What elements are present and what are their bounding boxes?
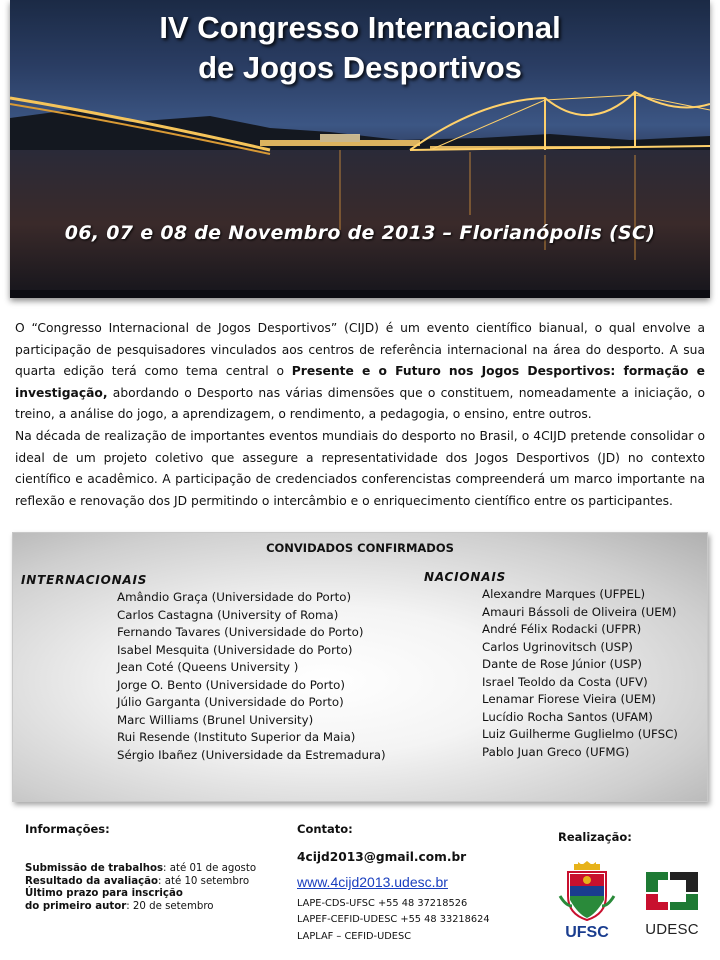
guest-item: Jean Coté (Queens University ) — [117, 660, 299, 674]
deadline-result-value: : até 10 setembro — [158, 875, 250, 887]
website-link[interactable]: www.4cijd2013.udesc.br — [297, 874, 448, 890]
ufsc-logo-text: UFSC — [565, 924, 609, 941]
deadline-submission-value: : até 01 de agosto — [163, 863, 257, 874]
intro-paragraph-2: Na década de realização de importantes eventos mundiais do desporto no Brasil, o 4CIJD pretende consolidar o ideal de um projeto coletivo que assegure a representatividade dos Jogos Desportivos (JD) no contexto científico e acadêmico. A participação de credenciados conferencistas compreenderá um marco importante na reflexão e renovação dos JD permitindo o intercâmbio e o enriquecimento científico entre os participantes. — [15, 428, 705, 508]
guest-item: Sérgio Ibañez (Universidade da Estremadura) — [117, 747, 386, 762]
national-heading: NACIONAIS — [424, 570, 507, 584]
guest-item: André Félix Rodacki (UFPR) — [482, 622, 642, 636]
guest-item: Marc Williams (Brunel University) — [117, 712, 314, 727]
guests-title: CONVIDADOS CONFIRMADOS — [266, 541, 454, 555]
intro-text — [15, 318, 705, 512]
intro-theme: Presente e o Futuro nos Jogos Desportivos: formação e investigação, — [15, 364, 705, 400]
deadline-result-label: Resultado da avaliação — [25, 875, 159, 887]
event-title — [10, 8, 710, 88]
guest-item: Amauri Bássoli de Oliveira (UEM) — [482, 604, 677, 619]
guest-item: Dante de Rose Júnior (USP) — [482, 657, 642, 671]
deadline-submission — [25, 863, 256, 876]
footer — [0, 810, 720, 960]
udesc-mark-icon — [640, 868, 704, 914]
deadline-registration — [25, 901, 256, 914]
guest-item: Alexandre Marques (UFPEL) — [482, 587, 646, 601]
udesc-logo — [640, 868, 704, 940]
guest-item: Lucídio Rocha Santos (UFAM) — [482, 709, 653, 724]
ufsc-logo — [556, 860, 618, 942]
contact-line: LAPEF-CEFID-UDESC +55 48 33218624 — [297, 914, 490, 926]
banner — [10, 0, 710, 298]
deadline-registration-label-1-text: Último prazo para inscrição — [25, 888, 183, 899]
guest-item: Pablo Juan Greco (UFMG) — [482, 744, 630, 759]
guest-item: Luiz Guilherme Guglielmo (UFSC) — [482, 727, 678, 741]
intro-p1-part-b: abordando o Desporto nas várias dimensões que o constituem, nomeadamente a iniciação, o treino, a análise do jogo, a aprendizagem, o rendimento, a pedagogia, o ensino, entre outros. — [15, 385, 705, 422]
event-title-line-2: de Jogos Desportivos — [198, 50, 522, 85]
contact-line: LAPLAF – CEFID-UDESC — [297, 930, 412, 942]
deadline-registration-label-2: do primeiro autor — [25, 900, 127, 912]
deadline-registration-label-1 — [25, 888, 256, 901]
deadline-submission-label: Submissão de trabalhos — [25, 863, 164, 874]
intro-p1-part-a: O “Congresso Internacional de Jogos Desportivos” (CIJD) é um evento científico bianual, o qual envolve a participação de pesquisadores vinculados aos centros de referência internacional na área do desporto. A sua quarta edição terá como tema central o — [15, 321, 705, 379]
ufsc-crest-icon — [556, 860, 618, 922]
contact-email[interactable]: 4cijd2013@gmail.com.br — [297, 850, 467, 864]
guest-item: Isabel Mesquita (Universidade do Porto) — [117, 642, 353, 657]
deadline-registration-value: : 20 de setembro — [126, 900, 214, 912]
contact-phones — [297, 896, 490, 945]
guest-item: Jorge O. Bento (Universidade do Porto) — [117, 677, 345, 692]
info-title: Informações: — [25, 822, 110, 836]
guest-item: Rui Resende (Instituto Superior da Maia) — [117, 730, 356, 744]
guest-item: Israel Teoldo da Costa (UFV) — [482, 674, 648, 689]
guest-item: Amândio Graça (Universidade do Porto) — [117, 590, 352, 604]
deadlines — [25, 863, 256, 913]
guest-item: Fernando Tavares (Universidade do Porto) — [117, 625, 364, 639]
event-title-line-1: IV Congresso Internacional — [159, 10, 561, 45]
guest-item: Carlos Ugrinovitsch (USP) — [482, 639, 633, 654]
udesc-logo-text: UDESC — [645, 921, 699, 938]
guest-item: Carlos Castagna (University of Roma) — [117, 607, 339, 622]
international-heading: INTERNACIONAIS — [21, 573, 148, 587]
contact-line: LAPE-CDS-UFSC +55 48 37218526 — [297, 898, 468, 909]
guest-item: Lenamar Fiorese Vieira (UEM) — [482, 692, 656, 706]
contact-title: Contato: — [297, 822, 353, 836]
deadline-result — [25, 876, 256, 889]
guests-panel — [12, 532, 708, 802]
event-dates-location: 06, 07 e 08 de Novembro de 2013 – Florianópolis (SC) — [64, 222, 656, 244]
intro-paragraph-1 — [15, 318, 705, 426]
national-guest-list — [482, 586, 678, 761]
guest-item: Júlio Garganta (Universidade do Porto) — [117, 695, 344, 709]
organizers-title: Realização: — [558, 830, 632, 844]
international-guest-list — [117, 589, 386, 764]
